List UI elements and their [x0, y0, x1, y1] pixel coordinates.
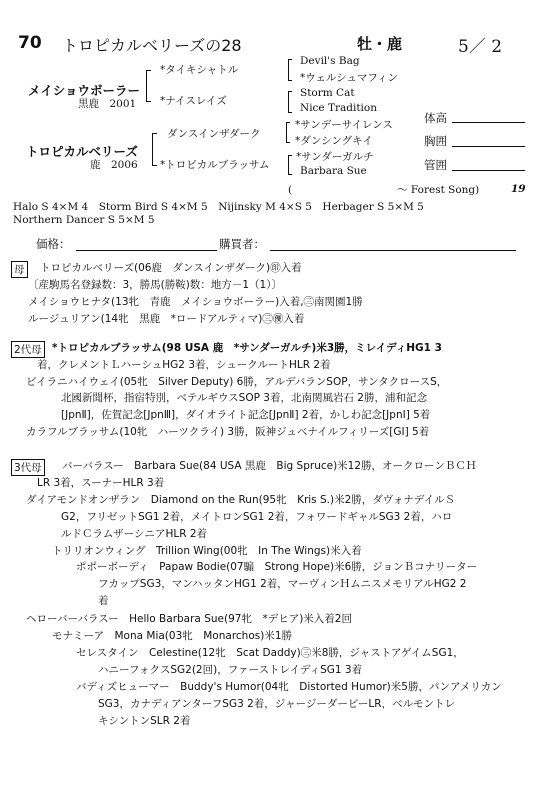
cannon-label: 管囲: [424, 158, 447, 172]
sire-dam-dam: Nice Tradition: [300, 102, 378, 114]
produce-line: [JpnⅡ]，佐賀記念[JpnⅢ]，ダイオライト記念[JpnⅡ] 2着，かしわ記念[JpnⅠ] 5着: [61, 409, 431, 421]
produce-line: ハニーフォクスSG2(2回)，ファーストレイディSG1 3着: [98, 664, 363, 676]
second-dam-line: *トロピカルブラッサム(98 USA 鹿 *サンダーガルチ)米3勝，ミレイディHG1 3: [52, 342, 442, 354]
dam-dam-dam: Barbara Sue: [300, 165, 367, 177]
dam-name: トロピカルベリーズ: [26, 144, 138, 159]
sire-name: メイショウボーラー: [28, 83, 141, 98]
produce-line: ダイアモンドオンザラン Diamond on the Run(95牝 Kris S.)米2勝，ダヴォナデイルＳ: [26, 494, 456, 506]
dam-sire-sire: *サンデーサイレンス: [295, 119, 393, 131]
sire-dam: *ナイスレイズ: [160, 95, 227, 107]
produce-line: 北國新聞杯，指宿特別，ベテルギウスSOP 3着，北南関風岩石 2勝，浦和記念: [61, 392, 427, 404]
dam-dam-sire: *サンダーガルチ: [296, 151, 374, 163]
sex-color: 牡・鹿: [357, 35, 403, 53]
dam-sire-dam: *ダンシングキイ: [295, 135, 373, 147]
lot-number: 70: [18, 33, 42, 53]
produce-line: G2，フリゼットSG1 2着，メイトロンSG1 2着，フォワードギャルSG3 2着，ハロ: [61, 511, 453, 523]
produce-line: カラフルブラッサム(10牝 ハーツクライ) 3勝，阪神ジュベナイルフィリーズ[GⅠ] 5着: [26, 426, 430, 438]
dam-info: 鹿 2006: [90, 159, 138, 171]
produce-line: ルージュリアン(14牝 黒鹿 *ロードアルティマ)㊂㊝入着: [28, 313, 305, 325]
produce-line: ルドＣラムザーシニアHLR 2着: [61, 528, 208, 540]
cannon-field[interactable]: [452, 170, 525, 171]
produce-line: メイショウヒナタ(13牝 青鹿 メイショウボーラー)入着,㊂南関園1勝: [28, 296, 363, 308]
price-label: 価格：: [36, 237, 71, 251]
lot-name: トロピカルベリーズの28: [62, 36, 242, 55]
family-number: 19: [511, 183, 526, 195]
price-field[interactable]: [76, 250, 217, 251]
height-label: 体高: [424, 111, 447, 125]
produce-line: 着: [98, 595, 109, 607]
dam-produce-summary: 〔産駒馬名登録数：3，勝馬(勝鞍)数：地方－1（1）〕: [28, 279, 282, 291]
foal-date: 5／ 2: [458, 37, 503, 57]
dam-dam: *トロピカルブラッサム: [160, 159, 270, 171]
buyer-field[interactable]: [270, 250, 516, 251]
produce-line: ビイラニハイウェイ(05牝 Silver Deputy) 6勝，アルデバランSOP，サンタクロースS，: [26, 376, 448, 388]
sire-sire-sire: Devil's Bag: [300, 55, 360, 67]
family-line: ( ～ Forest Song): [288, 184, 480, 196]
produce-line: ポポーボーディ Papaw Bodie(07騸 Strong Hope)米6勝，ジョンＢコナリーター: [76, 561, 478, 573]
inbreeding-line-2: Northern Dancer S 5×M 5: [13, 214, 155, 226]
produce-line: トリリオンウィング Trillion Wing(00牝 In The Wings)米入着: [52, 545, 362, 557]
sire-dam-sire: Storm Cat: [300, 87, 355, 99]
produce-line: モナミーア Mona Mia(03牝 Monarchos)米1勝: [52, 630, 293, 642]
buyer-label: 購買者：: [219, 237, 265, 251]
dam-sire: ダンスインザダーク: [167, 128, 261, 140]
produce-line: フカップSG3，マンハッタンHG1 2着，マーヴィンＨムニスメモリアルHG2 2: [98, 578, 467, 590]
dam-line: トロピカルベリーズ(06鹿 ダンスインザダーク)㊞入着: [40, 262, 302, 274]
second-dam-label: 2代母: [11, 341, 45, 358]
third-dam-line: LR 3着，スーナーHLR 3着: [37, 477, 165, 489]
dam-section-label: 母: [11, 261, 28, 278]
produce-line: ヘローバーバラスー Hello Barbara Sue(97牝 *デヒア)米入着2回: [26, 613, 352, 625]
produce-line: SG3，カナディアンターフSG3 2着，ジャージーダービーLR，ベルモントレ: [98, 698, 456, 710]
girth-label: 胸囲: [424, 134, 447, 148]
produce-line: バディズヒューマー Buddy's Humor(04牝 Distorted Humor)米5勝，パンアメリカン: [76, 681, 502, 693]
height-field[interactable]: [452, 122, 525, 123]
girth-field[interactable]: [452, 146, 525, 147]
third-dam-label: 3代母: [11, 459, 45, 476]
sire-sire: *タイキシャトル: [160, 64, 239, 76]
sire-sire-dam: *ウェルシュマフィン: [300, 72, 399, 84]
produce-line: セレスタイン Celestine(12牝 Scat Daddy)㊂米8勝，ジャストアゲイムSG1，: [76, 647, 464, 659]
produce-line: キシントンSLR 2着: [98, 715, 191, 727]
inbreeding-line-1: Halo S 4×M 4 Storm Bird S 4×M 5 Nijinsky M 4×S 5 Herbager S 5×M 5: [13, 201, 424, 213]
second-dam-line: 着，クレメントＬハーシュHG2 3着，シュークルートHLR 2着: [37, 359, 331, 371]
third-dam-line: バーバラスー Barbara Sue(84 USA 黒鹿 Big Spruce)米12勝，オークローンＢＣＨ: [62, 460, 477, 472]
sire-info: 黒鹿 2001: [78, 98, 137, 110]
